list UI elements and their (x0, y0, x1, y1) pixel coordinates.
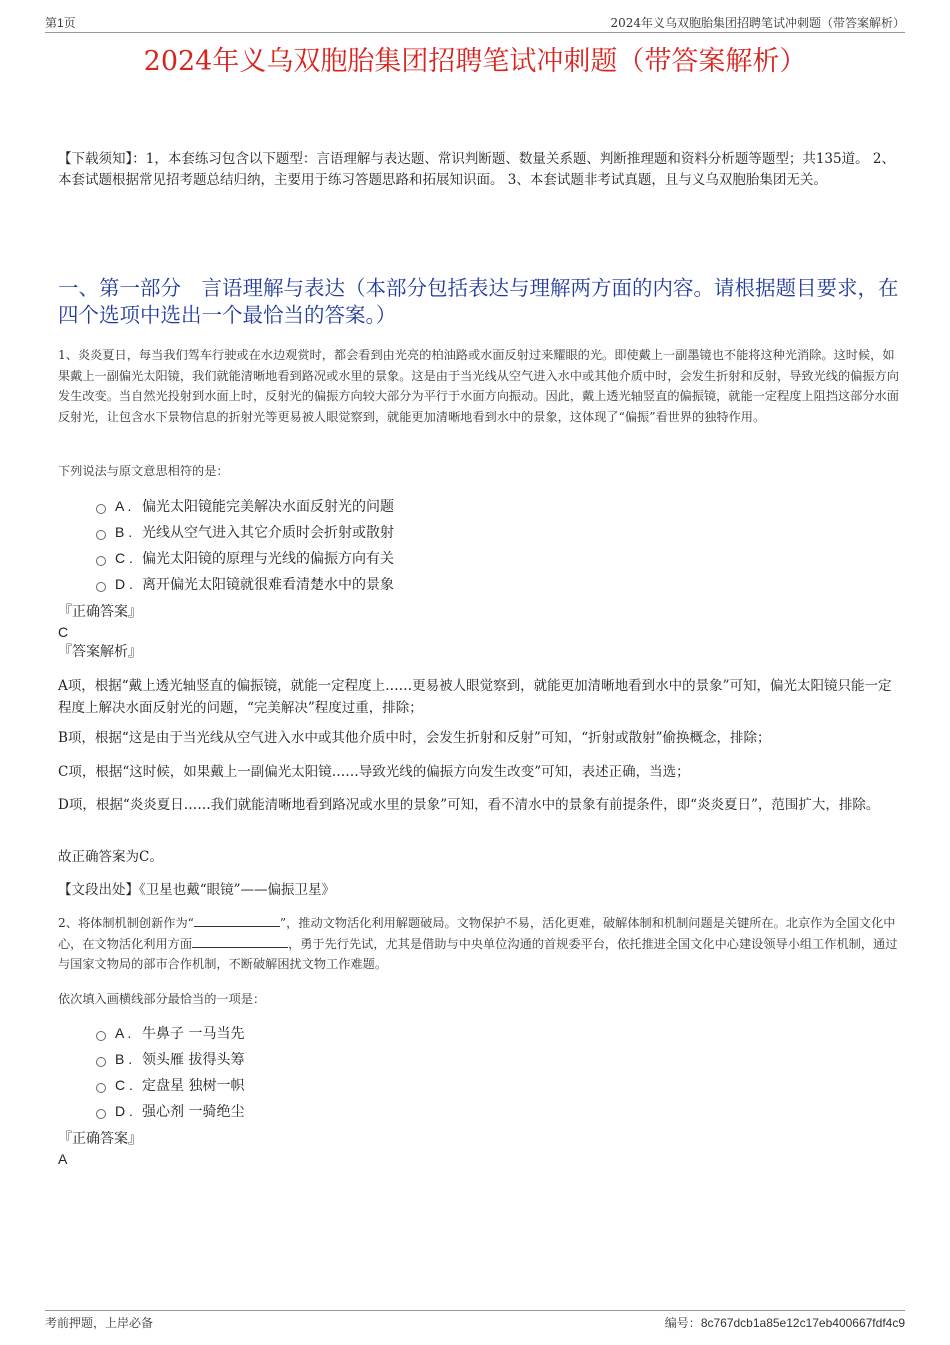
download-notice: 【下载须知】：1，本套练习包含以下题型：言语理解与表达题、常识判断题、数量关系题、判断推理题和资料分析题等题型；共135道。 2、本套试题根据常见招考题总结归纳，主要用于练习答题思路和拓展知识面。 3、本套试题非考试真题，且与义乌双胞胎集团无关。 (58, 151, 895, 188)
option-text: 偏光太阳镜能完美解决水面反射光的问题 (142, 499, 394, 515)
document-code (665, 1314, 905, 1331)
option-text: 离开偏光太阳镜就很难看清楚水中的景象 (142, 577, 394, 593)
option-text: 偏光太阳镜的原理与光线的偏振方向有关 (142, 551, 394, 567)
question-1-prompt: 下列说法与原文意思相符的是： (58, 464, 229, 478)
option-key: C . (115, 550, 133, 566)
option-key: B . (115, 524, 133, 540)
page-header (45, 14, 905, 33)
analysis-b: B项，根据“这是由于当光线从空气进入水中或其他介质中时，会发生折射和反射”可知，“折射或散射”偷换概念，排除； (58, 730, 771, 746)
answer-value: C (58, 624, 69, 640)
option-text: 领头雁 拔得头筹 (142, 1052, 245, 1068)
q2-text-part3: ，勇于先行先试，尤其是借助与中央单位沟通的首规委平台，依托推进全国文化中心建设领导小组工作机制，通过与国家文物局的部市合作机制，不断破解困扰文物工作难题。 (58, 936, 898, 971)
answer-value: A (58, 1151, 68, 1167)
question-1-passage: 1、炎炎夏日，每当我们驾车行驶或在水边观赏时，都会看到由光亮的柏油路或水面反射过来耀眼的光。即使戴上一副墨镜也不能将这种光消除。这时候，如果戴上一副偏光太阳镜，我们就能清晰地看到路况或水里的景象。这是由于当光线从空气进入水中或其他介质中时，会发生折射和反射，导致光线的偏振方向发生改变。当自然光投射到水面上时，反射光的偏振方向较大部分为平行于水面方向振动。因此，戴上透光轴竖直的偏振镜，就能一定程度上阻挡这部分水面反射光，让包含水下景物信息的折射光等更易被人眼觉察到，就能更加清晰地看到水中的景象，这体现了“偏振”看世界的独特作用。 (58, 348, 899, 424)
code-value: 8c767dcb1a85e12c17eb400667fdf4c9 (700, 1316, 905, 1330)
option-b[interactable] (96, 1046, 244, 1072)
radio-icon[interactable] (96, 1031, 106, 1041)
footer-slogan: 考前押题，上岸必备 (45, 1316, 154, 1330)
answer-label: 『正确答案』 (58, 1131, 142, 1147)
option-a[interactable] (96, 493, 394, 519)
q2-text-part2: ”，推动文物活化利用解题破局。文物保护不易，活化更难，破解体制和机制问题是关键所在。北京作为全国文化中心，在文物活化利用方面 (58, 916, 896, 951)
option-b[interactable] (96, 519, 394, 545)
question-2-prompt: 依次填入画横线部分最恰当的一项是： (58, 992, 266, 1006)
answer-label: 『正确答案』 (58, 604, 142, 620)
section-heading: 一、第一部分 言语理解与表达（本部分包括表达与理解两方面的内容。请根据题目要求，在四个选项中选出一个最恰当的答案。） (58, 276, 899, 327)
option-d[interactable] (96, 571, 394, 597)
question-2-options (96, 1020, 244, 1124)
passage-source: 【文段出处】《卫星也戴“眼镜”——偏振卫星》 (58, 882, 336, 898)
question-2-passage (58, 913, 900, 975)
option-key: B . (115, 1051, 133, 1067)
fill-blank-2 (192, 935, 288, 948)
option-key: C . (115, 1077, 133, 1093)
document-title: 2024年义乌双胞胎集团招聘笔试冲刺题（带答案解析） (143, 46, 807, 77)
option-text: 强心剂 一骑绝尘 (142, 1104, 245, 1120)
header-doc-title: 2024年义乌双胞胎集团招聘笔试冲刺题（带答案解析） (610, 16, 905, 30)
option-c[interactable] (96, 1072, 244, 1098)
analysis-c: C项，根据“这时候，如果戴上一副偏光太阳镜……导致光线的偏振方向发生改变”可知，表述正确，当选； (58, 764, 690, 780)
analysis-d: D项，根据“炎炎夏日……我们就能清晰地看到路况或水里的景象”可知，看不清水中的景象有前提条件，即“炎炎夏日”，范围扩大，排除。 (58, 797, 880, 813)
code-label: 编号： (664, 1316, 701, 1330)
radio-icon[interactable] (96, 1109, 106, 1119)
question-1-options (96, 493, 394, 597)
option-a[interactable] (96, 1020, 244, 1046)
option-text: 定盘星 独树一帜 (142, 1078, 245, 1094)
page-footer (45, 1310, 905, 1331)
radio-icon[interactable] (96, 530, 106, 540)
radio-icon[interactable] (96, 504, 106, 514)
radio-icon[interactable] (96, 556, 106, 566)
option-key: A . (115, 1025, 132, 1041)
option-key: D . (115, 1103, 133, 1119)
option-c[interactable] (96, 545, 394, 571)
analysis-a: A项，根据“戴上透光轴竖直的偏振镜，就能一定程度上……更易被人眼觉察到，就能更加清晰地看到水中的景象”可知，偏光太阳镜只能一定程度上解决水面反射光的问题，“完美解决”程度过重，排除； (58, 678, 892, 716)
option-text: 光线从空气进入其它介质时会折射或散射 (142, 525, 394, 541)
radio-icon[interactable] (96, 1057, 106, 1067)
option-key: D . (115, 576, 133, 592)
radio-icon[interactable] (96, 1083, 106, 1093)
option-d[interactable] (96, 1098, 244, 1124)
option-text: 牛鼻子 一马当先 (142, 1026, 245, 1042)
option-key: A . (115, 498, 132, 514)
radio-icon[interactable] (96, 582, 106, 592)
fill-blank-1 (194, 914, 280, 927)
analysis-label: 『答案解析』 (58, 644, 142, 660)
analysis-conclusion: 故正确答案为C。 (58, 849, 163, 865)
q2-text-part1: 2、将体制机制创新作为“ (58, 916, 194, 930)
page-number: 第1页 (45, 16, 76, 30)
